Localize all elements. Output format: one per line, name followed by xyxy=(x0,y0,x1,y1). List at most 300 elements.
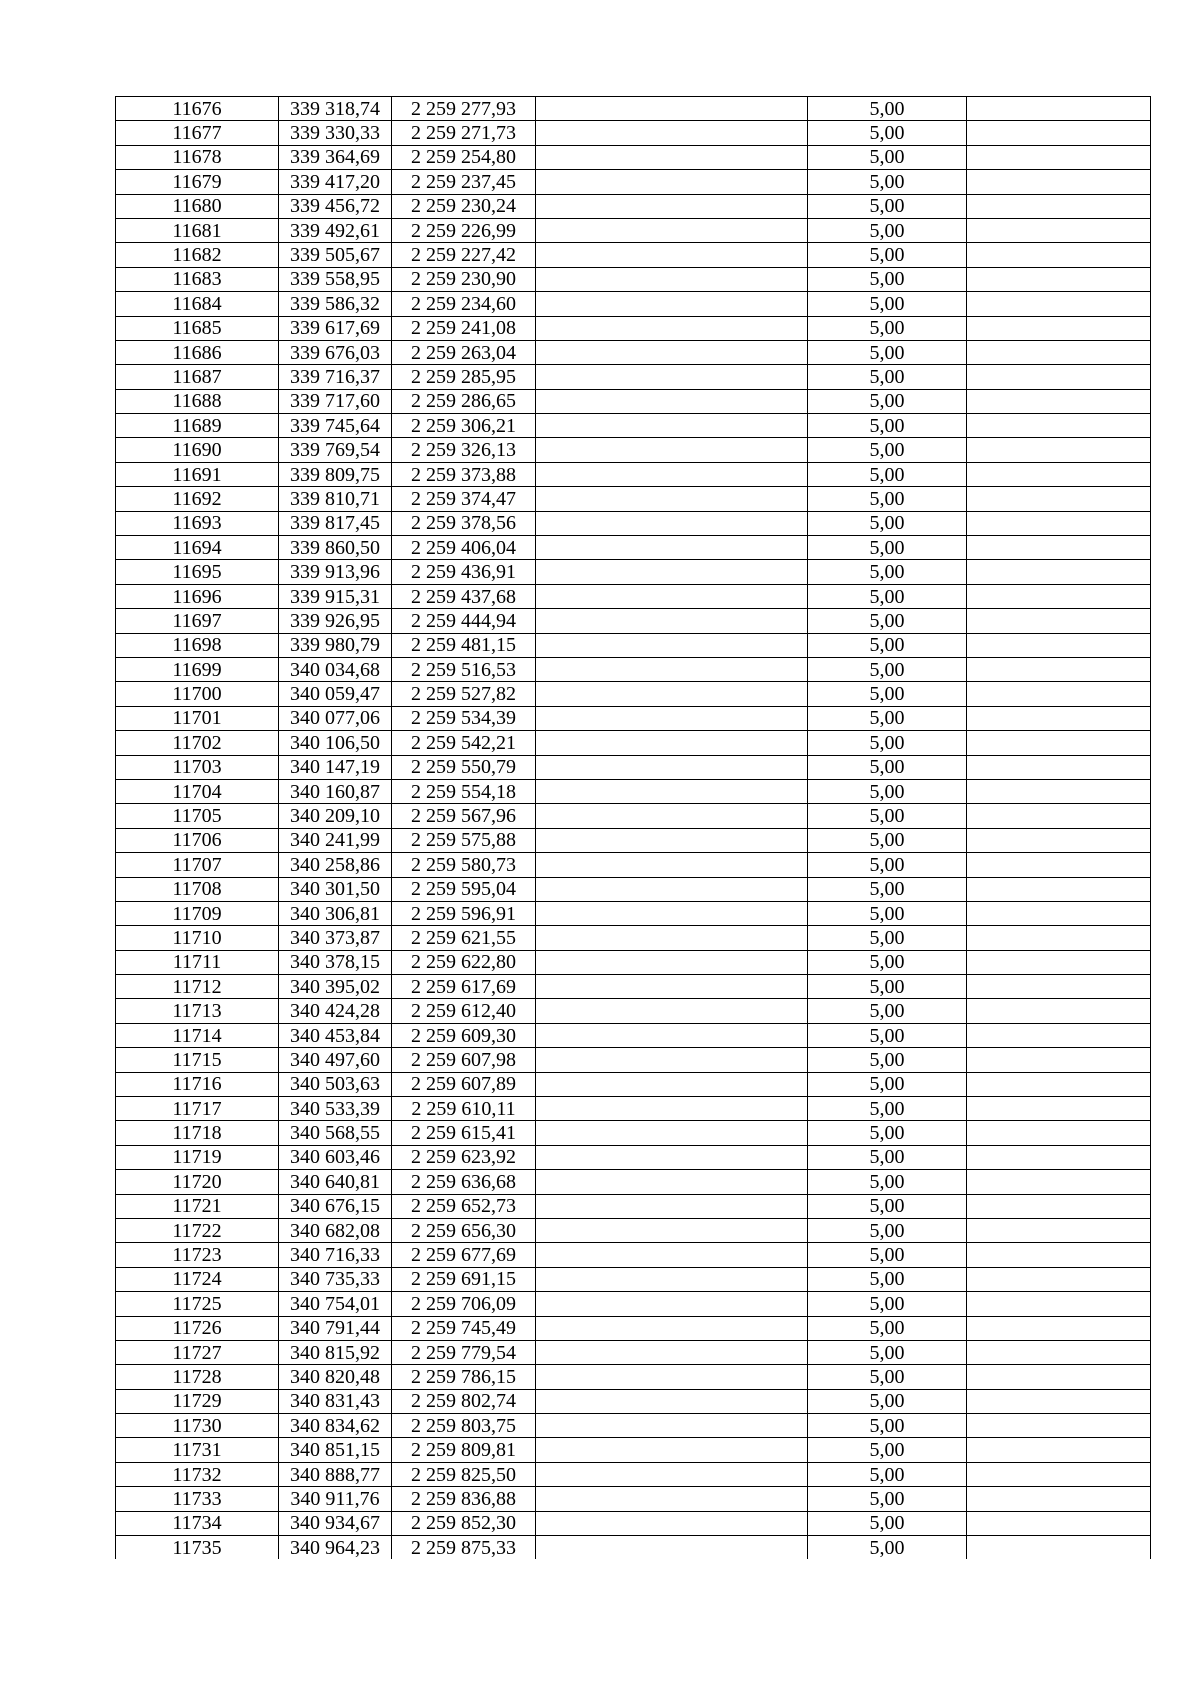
y-coordinate-cell: 2 259 286,65 xyxy=(392,389,536,413)
x-coordinate-cell: 339 676,03 xyxy=(279,340,392,364)
table-row xyxy=(116,706,1151,730)
y-coordinate-cell: 2 259 852,30 xyxy=(392,1511,536,1535)
blank-cell xyxy=(536,145,808,169)
table-row xyxy=(116,1438,1151,1462)
blank-cell-right xyxy=(967,950,1151,974)
blank-cell-right xyxy=(967,170,1151,194)
point-number-cell: 11723 xyxy=(116,1243,279,1267)
table-row xyxy=(116,1487,1151,1511)
blank-cell-right xyxy=(967,340,1151,364)
blank-cell-right xyxy=(967,1292,1151,1316)
point-number-cell: 11715 xyxy=(116,1048,279,1072)
blank-cell-right xyxy=(967,731,1151,755)
blank-cell xyxy=(536,1316,808,1340)
value-cell: 5,00 xyxy=(808,1267,967,1291)
table-row xyxy=(116,755,1151,779)
blank-cell xyxy=(536,755,808,779)
point-number-cell: 11678 xyxy=(116,145,279,169)
blank-cell-right xyxy=(967,657,1151,681)
x-coordinate-cell: 340 147,19 xyxy=(279,755,392,779)
point-number-cell: 11686 xyxy=(116,340,279,364)
x-coordinate-cell: 340 815,92 xyxy=(279,1340,392,1364)
value-cell: 5,00 xyxy=(808,877,967,901)
blank-cell-right xyxy=(967,1511,1151,1535)
table-row xyxy=(116,877,1151,901)
blank-cell xyxy=(536,1340,808,1364)
blank-cell-right xyxy=(967,1218,1151,1242)
x-coordinate-cell: 339 769,54 xyxy=(279,438,392,462)
y-coordinate-cell: 2 259 825,50 xyxy=(392,1462,536,1486)
blank-cell-right xyxy=(967,438,1151,462)
y-coordinate-cell: 2 259 230,90 xyxy=(392,267,536,291)
point-number-cell: 11701 xyxy=(116,706,279,730)
blank-cell-right xyxy=(967,243,1151,267)
point-number-cell: 11689 xyxy=(116,414,279,438)
table-row xyxy=(116,292,1151,316)
y-coordinate-cell: 2 259 436,91 xyxy=(392,560,536,584)
table-row xyxy=(116,682,1151,706)
point-number-cell: 11716 xyxy=(116,1072,279,1096)
x-coordinate-cell: 340 791,44 xyxy=(279,1316,392,1340)
value-cell: 5,00 xyxy=(808,267,967,291)
y-coordinate-cell: 2 259 610,11 xyxy=(392,1097,536,1121)
x-coordinate-cell: 340 395,02 xyxy=(279,975,392,999)
value-cell: 5,00 xyxy=(808,1340,967,1364)
blank-cell-right xyxy=(967,1438,1151,1462)
y-coordinate-cell: 2 259 836,88 xyxy=(392,1487,536,1511)
y-coordinate-cell: 2 259 406,04 xyxy=(392,536,536,560)
y-coordinate-cell: 2 259 636,68 xyxy=(392,1170,536,1194)
point-number-cell: 11720 xyxy=(116,1170,279,1194)
table-row xyxy=(116,1023,1151,1047)
y-coordinate-cell: 2 259 534,39 xyxy=(392,706,536,730)
x-coordinate-cell: 339 810,71 xyxy=(279,487,392,511)
value-cell: 5,00 xyxy=(808,1121,967,1145)
y-coordinate-cell: 2 259 786,15 xyxy=(392,1365,536,1389)
y-coordinate-cell: 2 259 378,56 xyxy=(392,511,536,535)
blank-cell xyxy=(536,1389,808,1413)
blank-cell xyxy=(536,706,808,730)
value-cell: 5,00 xyxy=(808,414,967,438)
blank-cell xyxy=(536,682,808,706)
blank-cell xyxy=(536,804,808,828)
y-coordinate-cell: 2 259 575,88 xyxy=(392,828,536,852)
table-row xyxy=(116,438,1151,462)
point-number-cell: 11728 xyxy=(116,1365,279,1389)
value-cell: 5,00 xyxy=(808,609,967,633)
blank-cell xyxy=(536,1438,808,1462)
value-cell: 5,00 xyxy=(808,487,967,511)
blank-cell-right xyxy=(967,218,1151,242)
blank-cell xyxy=(536,292,808,316)
point-number-cell: 11694 xyxy=(116,536,279,560)
blank-cell-right xyxy=(967,292,1151,316)
blank-cell-right xyxy=(967,1023,1151,1047)
blank-cell-right xyxy=(967,1170,1151,1194)
table-row xyxy=(116,584,1151,608)
x-coordinate-cell: 339 330,33 xyxy=(279,121,392,145)
blank-cell-right xyxy=(967,316,1151,340)
value-cell: 5,00 xyxy=(808,584,967,608)
value-cell: 5,00 xyxy=(808,121,967,145)
x-coordinate-cell: 340 034,68 xyxy=(279,657,392,681)
value-cell: 5,00 xyxy=(808,1462,967,1486)
point-number-cell: 11710 xyxy=(116,926,279,950)
blank-cell-right xyxy=(967,853,1151,877)
blank-cell-right xyxy=(967,267,1151,291)
table-row xyxy=(116,657,1151,681)
x-coordinate-cell: 340 676,15 xyxy=(279,1194,392,1218)
blank-cell xyxy=(536,365,808,389)
x-coordinate-cell: 339 558,95 xyxy=(279,267,392,291)
table-row xyxy=(116,999,1151,1023)
blank-cell-right xyxy=(967,1194,1151,1218)
blank-cell xyxy=(536,828,808,852)
blank-cell xyxy=(536,1414,808,1438)
table-row xyxy=(116,218,1151,242)
value-cell: 5,00 xyxy=(808,1243,967,1267)
table-row xyxy=(116,1365,1151,1389)
table-row xyxy=(116,340,1151,364)
y-coordinate-cell: 2 259 444,94 xyxy=(392,609,536,633)
blank-cell-right xyxy=(967,365,1151,389)
point-number-cell: 11712 xyxy=(116,975,279,999)
x-coordinate-cell: 340 241,99 xyxy=(279,828,392,852)
blank-cell xyxy=(536,1048,808,1072)
blank-cell-right xyxy=(967,804,1151,828)
point-number-cell: 11700 xyxy=(116,682,279,706)
x-coordinate-cell: 339 716,37 xyxy=(279,365,392,389)
x-coordinate-cell: 340 077,06 xyxy=(279,706,392,730)
blank-cell xyxy=(536,1243,808,1267)
x-coordinate-cell: 339 745,64 xyxy=(279,414,392,438)
blank-cell-right xyxy=(967,487,1151,511)
table-row xyxy=(116,1121,1151,1145)
y-coordinate-cell: 2 259 234,60 xyxy=(392,292,536,316)
value-cell: 5,00 xyxy=(808,1414,967,1438)
value-cell: 5,00 xyxy=(808,340,967,364)
x-coordinate-cell: 339 817,45 xyxy=(279,511,392,535)
table-row xyxy=(116,853,1151,877)
blank-cell xyxy=(536,901,808,925)
point-number-cell: 11691 xyxy=(116,462,279,486)
blank-cell-right xyxy=(967,121,1151,145)
table-row xyxy=(116,1048,1151,1072)
x-coordinate-cell: 340 888,77 xyxy=(279,1462,392,1486)
blank-cell xyxy=(536,121,808,145)
x-coordinate-cell: 340 497,60 xyxy=(279,1048,392,1072)
table-body xyxy=(116,97,1151,1560)
value-cell: 5,00 xyxy=(808,755,967,779)
x-coordinate-cell: 340 603,46 xyxy=(279,1145,392,1169)
blank-cell xyxy=(536,926,808,950)
blank-cell xyxy=(536,731,808,755)
table-row xyxy=(116,950,1151,974)
table-row xyxy=(116,1511,1151,1535)
point-number-cell: 11729 xyxy=(116,1389,279,1413)
y-coordinate-cell: 2 259 580,73 xyxy=(392,853,536,877)
table-row xyxy=(116,316,1151,340)
y-coordinate-cell: 2 259 306,21 xyxy=(392,414,536,438)
table-row xyxy=(116,560,1151,584)
point-number-cell: 11679 xyxy=(116,170,279,194)
x-coordinate-cell: 340 533,39 xyxy=(279,1097,392,1121)
point-number-cell: 11704 xyxy=(116,779,279,803)
x-coordinate-cell: 340 373,87 xyxy=(279,926,392,950)
y-coordinate-cell: 2 259 691,15 xyxy=(392,1267,536,1291)
point-number-cell: 11708 xyxy=(116,877,279,901)
blank-cell xyxy=(536,1487,808,1511)
y-coordinate-cell: 2 259 623,92 xyxy=(392,1145,536,1169)
value-cell: 5,00 xyxy=(808,1072,967,1096)
x-coordinate-cell: 340 503,63 xyxy=(279,1072,392,1096)
x-coordinate-cell: 339 860,50 xyxy=(279,536,392,560)
point-number-cell: 11692 xyxy=(116,487,279,511)
point-number-cell: 11705 xyxy=(116,804,279,828)
y-coordinate-cell: 2 259 803,75 xyxy=(392,1414,536,1438)
value-cell: 5,00 xyxy=(808,804,967,828)
blank-cell-right xyxy=(967,1536,1151,1560)
table-row xyxy=(116,828,1151,852)
x-coordinate-cell: 340 209,10 xyxy=(279,804,392,828)
blank-cell-right xyxy=(967,584,1151,608)
x-coordinate-cell: 340 735,33 xyxy=(279,1267,392,1291)
blank-cell-right xyxy=(967,462,1151,486)
table-row xyxy=(116,365,1151,389)
table-row xyxy=(116,511,1151,535)
blank-cell-right xyxy=(967,706,1151,730)
blank-cell xyxy=(536,438,808,462)
y-coordinate-cell: 2 259 285,95 xyxy=(392,365,536,389)
y-coordinate-cell: 2 259 263,04 xyxy=(392,340,536,364)
value-cell: 5,00 xyxy=(808,145,967,169)
x-coordinate-cell: 339 586,32 xyxy=(279,292,392,316)
value-cell: 5,00 xyxy=(808,828,967,852)
table-row xyxy=(116,1072,1151,1096)
blank-cell-right xyxy=(967,536,1151,560)
blank-cell-right xyxy=(967,999,1151,1023)
point-number-cell: 11697 xyxy=(116,609,279,633)
blank-cell xyxy=(536,950,808,974)
x-coordinate-cell: 339 926,95 xyxy=(279,609,392,633)
value-cell: 5,00 xyxy=(808,292,967,316)
y-coordinate-cell: 2 259 596,91 xyxy=(392,901,536,925)
point-number-cell: 11718 xyxy=(116,1121,279,1145)
point-number-cell: 11681 xyxy=(116,218,279,242)
blank-cell-right xyxy=(967,1145,1151,1169)
value-cell: 5,00 xyxy=(808,536,967,560)
y-coordinate-cell: 2 259 230,24 xyxy=(392,194,536,218)
blank-cell-right xyxy=(967,1267,1151,1291)
blank-cell xyxy=(536,584,808,608)
y-coordinate-cell: 2 259 241,08 xyxy=(392,316,536,340)
table-row xyxy=(116,121,1151,145)
y-coordinate-cell: 2 259 277,93 xyxy=(392,97,536,121)
table-row xyxy=(116,1389,1151,1413)
blank-cell-right xyxy=(967,194,1151,218)
point-number-cell: 11719 xyxy=(116,1145,279,1169)
table-row xyxy=(116,975,1151,999)
point-number-cell: 11722 xyxy=(116,1218,279,1242)
blank-cell-right xyxy=(967,755,1151,779)
point-number-cell: 11726 xyxy=(116,1316,279,1340)
y-coordinate-cell: 2 259 271,73 xyxy=(392,121,536,145)
y-coordinate-cell: 2 259 542,21 xyxy=(392,731,536,755)
point-number-cell: 11727 xyxy=(116,1340,279,1364)
point-number-cell: 11731 xyxy=(116,1438,279,1462)
x-coordinate-cell: 340 378,15 xyxy=(279,950,392,974)
blank-cell xyxy=(536,975,808,999)
value-cell: 5,00 xyxy=(808,1389,967,1413)
table-row xyxy=(116,1170,1151,1194)
y-coordinate-cell: 2 259 237,45 xyxy=(392,170,536,194)
blank-cell xyxy=(536,779,808,803)
x-coordinate-cell: 339 505,67 xyxy=(279,243,392,267)
table-row xyxy=(116,487,1151,511)
y-coordinate-cell: 2 259 254,80 xyxy=(392,145,536,169)
point-number-cell: 11684 xyxy=(116,292,279,316)
x-coordinate-cell: 340 059,47 xyxy=(279,682,392,706)
y-coordinate-cell: 2 259 226,99 xyxy=(392,218,536,242)
point-number-cell: 11688 xyxy=(116,389,279,413)
y-coordinate-cell: 2 259 481,15 xyxy=(392,633,536,657)
point-number-cell: 11693 xyxy=(116,511,279,535)
x-coordinate-cell: 339 456,72 xyxy=(279,194,392,218)
blank-cell xyxy=(536,633,808,657)
value-cell: 5,00 xyxy=(808,218,967,242)
table-row xyxy=(116,1414,1151,1438)
point-number-cell: 11680 xyxy=(116,194,279,218)
blank-cell-right xyxy=(967,511,1151,535)
value-cell: 5,00 xyxy=(808,194,967,218)
y-coordinate-cell: 2 259 621,55 xyxy=(392,926,536,950)
value-cell: 5,00 xyxy=(808,950,967,974)
table-row xyxy=(116,1292,1151,1316)
value-cell: 5,00 xyxy=(808,1536,967,1560)
y-coordinate-cell: 2 259 326,13 xyxy=(392,438,536,462)
blank-cell-right xyxy=(967,97,1151,121)
y-coordinate-cell: 2 259 527,82 xyxy=(392,682,536,706)
value-cell: 5,00 xyxy=(808,97,967,121)
table-row xyxy=(116,1462,1151,1486)
y-coordinate-cell: 2 259 745,49 xyxy=(392,1316,536,1340)
blank-cell-right xyxy=(967,1389,1151,1413)
value-cell: 5,00 xyxy=(808,731,967,755)
blank-cell xyxy=(536,414,808,438)
table-row xyxy=(116,243,1151,267)
value-cell: 5,00 xyxy=(808,1048,967,1072)
blank-cell xyxy=(536,1365,808,1389)
x-coordinate-cell: 340 424,28 xyxy=(279,999,392,1023)
blank-cell xyxy=(536,536,808,560)
blank-cell-right xyxy=(967,828,1151,852)
x-coordinate-cell: 340 258,86 xyxy=(279,853,392,877)
blank-cell xyxy=(536,218,808,242)
blank-cell xyxy=(536,487,808,511)
blank-cell-right xyxy=(967,1340,1151,1364)
blank-cell-right xyxy=(967,1487,1151,1511)
point-number-cell: 11698 xyxy=(116,633,279,657)
table-row xyxy=(116,97,1151,121)
point-number-cell: 11696 xyxy=(116,584,279,608)
table-row xyxy=(116,145,1151,169)
x-coordinate-cell: 339 915,31 xyxy=(279,584,392,608)
y-coordinate-cell: 2 259 373,88 xyxy=(392,462,536,486)
y-coordinate-cell: 2 259 437,68 xyxy=(392,584,536,608)
y-coordinate-cell: 2 259 612,40 xyxy=(392,999,536,1023)
blank-cell-right xyxy=(967,633,1151,657)
point-number-cell: 11721 xyxy=(116,1194,279,1218)
x-coordinate-cell: 339 809,75 xyxy=(279,462,392,486)
blank-cell-right xyxy=(967,1462,1151,1486)
table-row xyxy=(116,1243,1151,1267)
value-cell: 5,00 xyxy=(808,1194,967,1218)
point-number-cell: 11724 xyxy=(116,1267,279,1291)
value-cell: 5,00 xyxy=(808,389,967,413)
table-row xyxy=(116,926,1151,950)
y-coordinate-cell: 2 259 550,79 xyxy=(392,755,536,779)
point-number-cell: 11709 xyxy=(116,901,279,925)
y-coordinate-cell: 2 259 652,73 xyxy=(392,1194,536,1218)
y-coordinate-cell: 2 259 607,89 xyxy=(392,1072,536,1096)
x-coordinate-cell: 340 834,62 xyxy=(279,1414,392,1438)
blank-cell-right xyxy=(967,1243,1151,1267)
x-coordinate-cell: 340 911,76 xyxy=(279,1487,392,1511)
blank-cell xyxy=(536,1072,808,1096)
point-number-cell: 11725 xyxy=(116,1292,279,1316)
y-coordinate-cell: 2 259 607,98 xyxy=(392,1048,536,1072)
y-coordinate-cell: 2 259 779,54 xyxy=(392,1340,536,1364)
blank-cell-right xyxy=(967,682,1151,706)
table-row xyxy=(116,194,1151,218)
table-row xyxy=(116,609,1151,633)
blank-cell xyxy=(536,609,808,633)
y-coordinate-cell: 2 259 706,09 xyxy=(392,1292,536,1316)
value-cell: 5,00 xyxy=(808,1170,967,1194)
table-row xyxy=(116,1536,1151,1560)
value-cell: 5,00 xyxy=(808,1487,967,1511)
value-cell: 5,00 xyxy=(808,438,967,462)
x-coordinate-cell: 339 417,20 xyxy=(279,170,392,194)
blank-cell xyxy=(536,340,808,364)
table-row xyxy=(116,1097,1151,1121)
x-coordinate-cell: 340 851,15 xyxy=(279,1438,392,1462)
point-number-cell: 11734 xyxy=(116,1511,279,1535)
table-row xyxy=(116,1267,1151,1291)
x-coordinate-cell: 339 492,61 xyxy=(279,218,392,242)
y-coordinate-cell: 2 259 615,41 xyxy=(392,1121,536,1145)
table-row xyxy=(116,1340,1151,1364)
table-row xyxy=(116,1145,1151,1169)
point-number-cell: 11707 xyxy=(116,853,279,877)
y-coordinate-cell: 2 259 677,69 xyxy=(392,1243,536,1267)
value-cell: 5,00 xyxy=(808,633,967,657)
value-cell: 5,00 xyxy=(808,511,967,535)
value-cell: 5,00 xyxy=(808,999,967,1023)
blank-cell-right xyxy=(967,1097,1151,1121)
x-coordinate-cell: 340 964,23 xyxy=(279,1536,392,1560)
blank-cell xyxy=(536,267,808,291)
blank-cell xyxy=(536,560,808,584)
blank-cell xyxy=(536,1267,808,1291)
blank-cell xyxy=(536,97,808,121)
value-cell: 5,00 xyxy=(808,1292,967,1316)
coordinates-table xyxy=(115,96,1151,1559)
point-number-cell: 11690 xyxy=(116,438,279,462)
table-row xyxy=(116,1194,1151,1218)
y-coordinate-cell: 2 259 374,47 xyxy=(392,487,536,511)
blank-cell-right xyxy=(967,1048,1151,1072)
